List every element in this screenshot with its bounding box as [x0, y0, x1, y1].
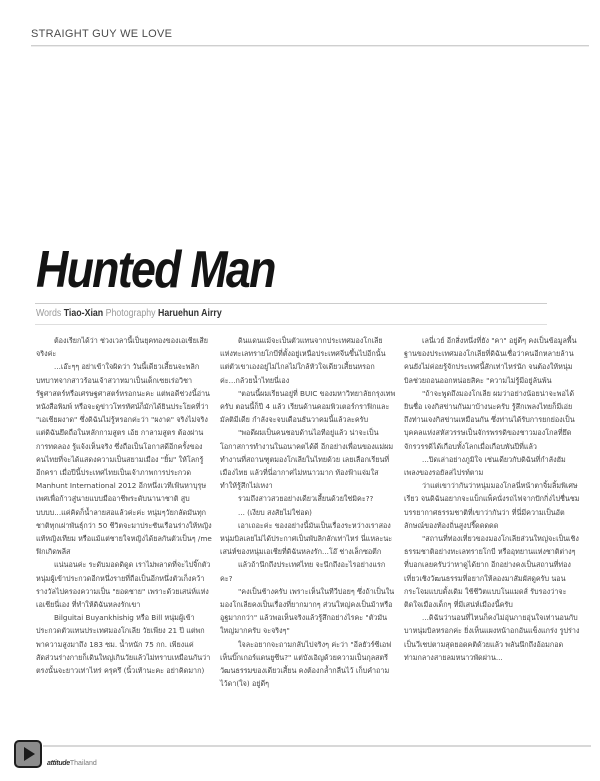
paragraph: ดินแดนแม้จะเป็นตัวแทนจากประเทศมองโกเลีย แห่งทะเลทรายโกบีที่ตั้งอยู่เหนือประเทศจีนขึ้นไปอีกนั้น แต่ตัวเขาเองอยู่ไม่ไกลไม่ใกล้หัวใจเดียวเสี้ยนหรอกค่ะ...กล้วยน้ำไทยนี่เอง	[220, 336, 386, 385]
paragraph: "ตอนนี้ผมเรียนอยู่ที่ BUIC ของมหาวิทยาลัยกรุงเทพครับ ตอนนี้ก็ปี 4 แล้ว เรียนด้านคอมพิวเตอร์กราฟิกและมัลติมีเดีย กำลังจะจบเดือนธันวาคมนี้แล้วละครับ	[220, 388, 396, 425]
paragraph: ใจละอยากจะถามกลับไปจริงๆ ค่ะว่า "อีลยัวร์ซีเอฟเห็นบิ๊กเกอร์แดนยูซีน?" แต่บังเอิญด้วยความเป็นกุลสตรีวัฒนธรรมของเดียวเสี้ยน คงต้องกล้ำกลืนไว้ เก็บคำถามไว้ดา(ใจ) อยู่ดีๆ	[220, 639, 392, 689]
byline-photo-label: Photography	[105, 308, 156, 319]
paragraph: เลนี่เวย์ อีกสิ่งหนึ่งที่ยัง "คา" อยู่ดีๆ คงเป็นข้อมูลพื้นฐานของประเทศมองโกเลียที่ดิฉันเชื่อว่าคนอีกหลายล้านคนยังไม่ค่อยรู้จักประเทศนี้สักเท่าไหร่นัก จนต้องให้หนุ่มบิลช่วยถอนออกหน่อยสิคะ "ความไม่รู้มีอยู่ล้นพ้น	[404, 336, 577, 385]
brand-logo	[47, 760, 97, 767]
play-button[interactable]	[14, 740, 42, 768]
paragraph: "พอดีผมเป็นคนชอบด้านไอทีอยู่แล้ว น่าจะเป็นโอกาสการทำงานในอนาคตได้ดี อีกอย่างเพื่อนของแม่ผมทำงานที่สถานฑูตมองโกเลียในไทยด้วย เลยเลือกเรียนที่เมืองไทย แล้วที่นี่อากาศไม่หนาวมาก ท้องฟ้าแจ่มใส ทำให้รู้สึกไม่เหงา	[220, 428, 394, 491]
byline-photographer: Haruehun Airry	[157, 308, 222, 319]
brand-name: attitude	[47, 760, 70, 767]
paragraph: ...ปิดเล่าอย่างภูมิใจ เช่นเดียวกับดิฉันที่กำลังฮัมเพลงของรอยัลสไปรท์ตาม	[404, 454, 566, 478]
article-column-2	[220, 334, 396, 690]
section-header: STRAIGHT GUY WE LOVE	[31, 28, 589, 46]
title-divider	[35, 303, 547, 304]
paragraph: "ถ้าจะพูดถึงมองโกเลีย ผมว่าอย่างน้อยน่าจะพอได้ยินชื่อ เจงกิสข่านกันมาบ้างนะครับ รู้สึกเพลงไทยก็มีเอ่ยถึงท่านเจงกิสข่านเหมือนกัน ซึ่งท่านได้รับการยกย่องเป็นบุคคลแห่งสหัสวรรษเป็นจักรพรรดิของชาวมองโกลที่ยึดจักรวรรดิได้เกือบทั้งโลกเมื่อเกือบพันปีที่แล้ว	[404, 388, 575, 451]
article-column-3	[404, 334, 580, 664]
play-icon	[24, 747, 35, 761]
paragraph: ...เอ๊ะๆๆ อย่าเข้าใจผิดว่า วันนี้เดียวเสี้ยนจะพลิกบทบาทจากสาวร้อนเจ้าสวาทมาเป็นเด็กเซยเร่อวิชารัฐศาสตร์หรือเศรษฐศาสตร์หรอกนะคะ แต่พอดีช่วงนี้อ่านหนังสือพิมพ์ หรือจะดูข่าวโทรทัศน์ก็มักได้ยินประโยคที่ว่า "เอเชียผงาด" ซึ่งดิฉันไม่รู้หรอกค่ะว่า "ผงาด" จริงไม่จริง แต่ดิฉันยึดถือในหลักกามสูตร เอ้ย กาลามสูตร ต้องผ่านการทดลอง รู้แจ้งเห็นจริง ซึ่งถือเป็นโอกาสดีอีกครั้งของคนไทยที่จะได้แสดงความเป็นสยามเมือง "ยิ้ม" ให้โลกรู้อีกครา เมื่อปีนี้ประเทศไทยเป็นเจ้าภาพการประกวด Manhunt International 2012 อีกหนึ่งเวทีเฟ้นหาบุรุษเพศเพื่อก้าวสู่นายแบบมืออาชีพระดับนานาชาติ สูบบบบบ...แค่คิดก็น้ำลายสอแล้วค่ะค่ะ หนุ่มๆวัยกลัดมันทุกชาติทุกเผ่าพันธุ์กว่า 50 ชีวิตจะมาประชันเรือนร่างให้หญิงแท้หญิงเทียม หรือแม้แต่ชายใจหญิงได้ยลกันตัวเป็นๆ /me ฟิกเกิดพลีส	[36, 362, 212, 557]
paragraph: แน่นอนค่ะ ระดับมอดดิดูด เราไม่พลาดที่จะไปจิ๊กตัวหนุ่มผู้เข้าประกวดอีกหนึ่งรายที่ถือเป็นอีกหนึ่งตัวเก็งคว้ารางวัลไปครองความเป็น "ยอดชาย" เพราะด้วยเสน่ห์แห่งเอเชียนี่เอง ที่ทำให้ดิฉันหลงรักเขา	[36, 560, 211, 610]
paragraph: ... (เงียบ สงสัยไม่ใช่อด)	[238, 507, 312, 517]
byline-words-label: Words	[36, 308, 62, 319]
byline	[36, 308, 222, 319]
paragraph: Bilguitai Buyankhishig หรือ Bill หนุ่มผู้เข้าประกวดตัวแทนประเทศมองโกเลีย วัยเพียง 21 ปี แต่พกพาความสูงมาถึง 183 ซม. น้ำหนัก 75 กก. เพียงแค่สัดส่วนร่างกายก็เดินใหญ่เกินวัยแล้วไม่ทราบเหมือนกันว่าตรงนั้นจะยาวเท่าไหร่ ครุครึ (นิ้วเท้านะคะ อย่าคิดมาก)	[36, 613, 211, 676]
paragraph: ...ดิฉันว่านอนที่ไหนก็คงไม่อุ่นกายอุ่นใจเท่านอนกับบาหนุ่มบิลหรอกค่ะ ยิ่งเห็นแผงหน้าอกอันแข็งแกร่ง รูปร่างเป็นวีเชปตามสุดยอดคติด้วยแล้ว พลันนึกถึงอ้อมกอดท่ามกลางสายลมหนาวพัดผ่าน...	[404, 613, 580, 662]
paragraph: รวมถึงสาวสวยอย่างเดียวเสี้ยนด้วยใช่มิคะ??	[238, 494, 374, 504]
paragraph: ต้องเรียกได้ว่า ช่วงเวลานี้เป็นยุคทองของเอเชียเสียจริงค่ะ	[36, 336, 208, 359]
paragraph: ว่าแต่เขาว่ากันว่าหนุ่มมองโกลนี่หน้าตาจิ้มลิ้มพิเศษเรียว จนดิฉันอยากจะแบ็กแพ็คนั่งรถไฟจากปักกิ่งไปชื่นชมบรรยากาศธรรมชาติที่เขาว่ากันว่า ที่นี่มีความเป็นอัตลักษณ์ของท้องถิ่นสูงปรี๊ดดดดด	[404, 481, 580, 530]
article-title: Hunted Man	[36, 241, 275, 299]
article-column-1	[36, 334, 212, 677]
byline-author: Tiao-Xian	[63, 308, 104, 319]
article-body	[36, 334, 588, 734]
paragraph: "คงเป็นช้างครับ เพราะเห็นในทีวีบ่อยๆ ซึ่งถ้าเป็นในมองโกเลียคงเป็นเรื่องที่ยากมากๆ ส่วนใหญ่คงเป็นม้าหรืออูฐมากกว่า" แล้วพอเห็นจริงแล้วรู้สึกอย่างไรคะ "ตัวมันใหญ่มากครับ จะจริงๆ"	[220, 586, 395, 636]
paragraph: "สถานที่ท่องเที่ยวของมองโกเลียส่วนใหญ่จะเป็นเชิงธรรมชาติอย่างทะเลทรายโกบี หรืออุทยานแห่งชาติต่างๆ ที่บอกเลยครับว่าหาดูได้ยาก อีกอย่างคงเป็นสถานที่ท่องเที่ยวเชิงวัฒนธรรมที่อยากให้ลองมาสัมผัสดูครับ นอนกระโจมแบบดั้งเดิม ใช้ชีวิตแบบโนแมดส์ รับรองว่าจะติดใจเมืองเด็กๆ ที่มีเสน่ห์เมืองนี้ครับ	[404, 534, 579, 610]
paragraph: เอาเถอะค่ะ ของอย่างนี้มันเป็นเรื่องระหว่างเราสอง หนุ่มบิลเลยไม่ได้ประกาศเป็นพับลิกลักเท่าไหร่ นี่แหละนะ เสน่ห์ของหนุ่มเอเชียที่ดิฉันหลงรัก...โอ๊ ช่างเล็กซอตีก	[220, 520, 393, 557]
footer-divider	[43, 745, 591, 747]
paragraph: แล้วถ้านึกถึงประเทศไทย จะนึกถึงอะไรอย่างแรกคะ?	[220, 560, 386, 583]
byline-divider	[35, 324, 547, 325]
brand-region: Thailand	[69, 760, 97, 767]
